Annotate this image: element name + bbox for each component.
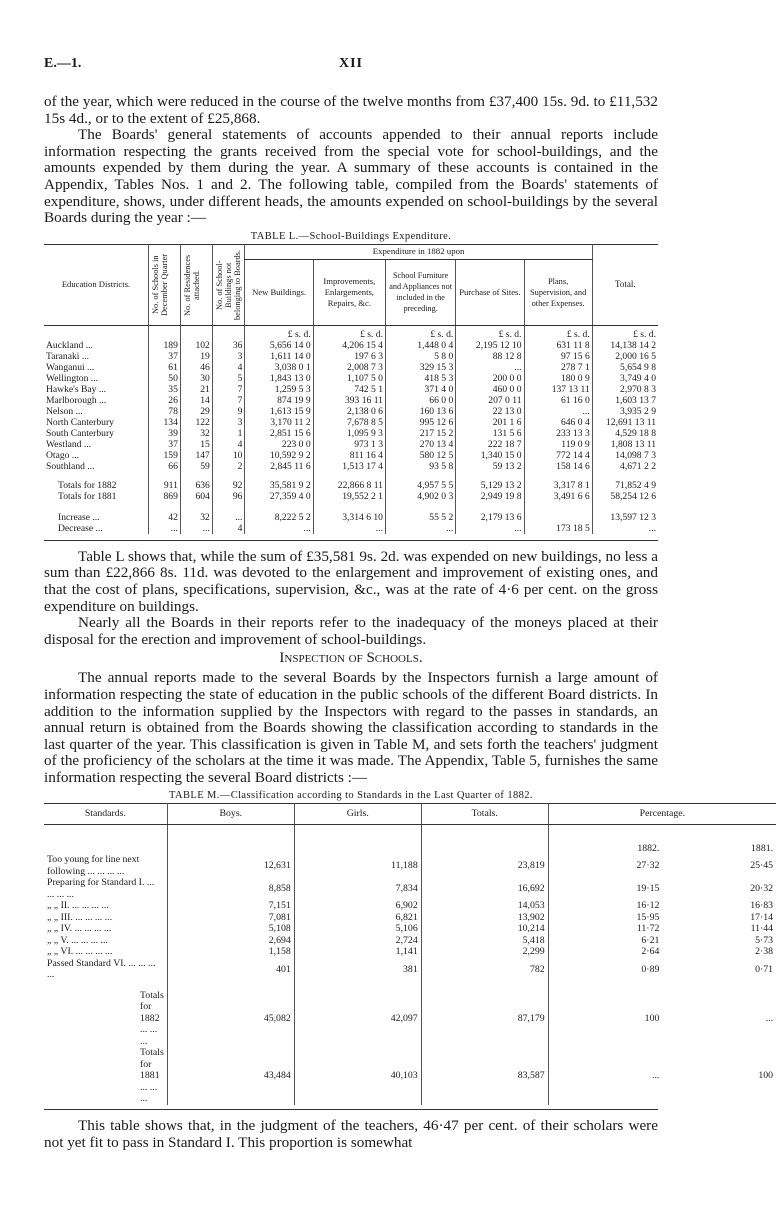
furniture-value: 4,957 5 5: [385, 472, 455, 491]
residences-count: 15: [180, 439, 212, 450]
improvements-value: 7,678 8 5: [313, 417, 385, 428]
district-name: Marlborough ...: [46, 394, 107, 406]
units-label: £ s. d.: [385, 325, 455, 340]
document-reference: E.—1.: [44, 56, 82, 71]
col-notbelong: No. of School-Buildings not belonging to Boards.: [214, 249, 242, 320]
furniture-value: 5 8 0: [385, 351, 455, 362]
plans-value: 158 14 6: [524, 461, 592, 472]
district-name: Auckland ...: [46, 339, 93, 351]
residences-count: 147: [180, 450, 212, 461]
sites-value: 22 13 0: [456, 406, 524, 417]
plans-value: 278 7 1: [524, 362, 592, 373]
girls-value: 11,188: [294, 854, 421, 877]
percent-1881: 25·45: [750, 860, 774, 872]
sites-value: 2,949 19 8: [456, 491, 524, 502]
standard-label: „ „ IV. ... ... ... ...: [47, 923, 112, 935]
schools-count: 911: [148, 472, 180, 491]
totals-value: 10,214: [421, 923, 548, 935]
improvements-value: 19,552 2 1: [313, 491, 385, 502]
paragraph-5: The annual reports made to the several Boards by the Inspectors furnish a large amount of information respecting the state of education in the public schools of the different Board districts. In addition to the information supplied by the Inspectors with regard to the passes in standards, an annual return is obtained from the Boards showing the classification according to standards in the last quarter of the year. This classification is given in Table M, and sets forth the teachers' judgment of the proficiency of the scholars at the time it was made. The Appendix, Table 5, furnishes the same information respecting the several Board districts :—: [44, 669, 658, 786]
units-label: £ s. d.: [456, 325, 524, 340]
new-buildings-value: 223 0 0: [245, 439, 313, 450]
sites-value: 131 5 6: [456, 428, 524, 439]
improvements-value: 197 6 3: [313, 351, 385, 362]
table-l-caption: TABLE L.—School-Buildings Expenditure.: [250, 230, 452, 242]
improvements-value: ...: [313, 523, 385, 534]
notbelong-count: 1: [212, 428, 245, 439]
sites-value: 460 0 0: [456, 384, 524, 395]
percent-1882: 27·32: [548, 854, 662, 877]
total-value: 58,254 12 6: [592, 491, 658, 502]
sites-value: 2,179 13 6: [456, 502, 524, 523]
improvements-value: 1,095 9 3: [313, 428, 385, 439]
schools-count: 42: [148, 502, 180, 523]
schools-count: 26: [148, 395, 180, 406]
district-name: Totals for 1882: [58, 479, 117, 491]
residences-count: 19: [180, 351, 212, 362]
standard-label: „ „ II. ... ... ... ...: [47, 900, 109, 912]
notbelong-count: 10: [212, 450, 245, 461]
paragraph-6: This table shows that, in the judgment of the teachers, 46·47 per cent. of their scholars were not yet fit to pass in Standard I. This proportion is somewhat: [44, 1116, 658, 1151]
district-name: Wanganui ...: [46, 361, 95, 373]
table-m-body: [44, 824, 776, 1105]
plans-value: [524, 502, 592, 523]
improvements-value: 4,206 15 4: [313, 340, 385, 351]
residences-count: 29: [180, 406, 212, 417]
residences-count: 32: [180, 502, 212, 523]
residences-count: 122: [180, 417, 212, 428]
improvements-value: 3,314 6 10: [313, 502, 385, 523]
units-row: [44, 325, 658, 340]
units-blank: [212, 325, 245, 340]
residences-count: 32: [180, 428, 212, 439]
schools-count: 159: [148, 450, 180, 461]
table-row: [44, 923, 776, 935]
percent-1882: 19·15: [548, 877, 662, 900]
table-row: [44, 373, 658, 384]
plans-value: 646 0 4: [524, 417, 592, 428]
units-label: £ s. d.: [245, 325, 313, 340]
percent-1881: 16·83: [750, 900, 774, 912]
standard-label: „ „ VI. ... ... ... ...: [47, 946, 113, 958]
sites-value: 59 13 2: [456, 461, 524, 472]
standard-label: Too young for line next following ... ... ... ...: [47, 854, 140, 877]
table-row: [44, 900, 776, 912]
new-buildings-value: 5,656 14 0: [245, 340, 313, 351]
furniture-value: 995 12 6: [385, 417, 455, 428]
new-buildings-value: 8,222 5 2: [245, 502, 313, 523]
furniture-value: 4,902 0 3: [385, 491, 455, 502]
plans-value: ...: [524, 406, 592, 417]
paragraph-2: The Boards' general statements of accounts appended to their annual reports include information respecting the grants received from the special vote for school-buildings, and the amounts expended by them during the year. A summary of these accounts is contained in the Appendix, Tables Nos. 1 and 2. The following table, compiled from the Boards' statements of expenditure, shows, under different heads, the amounts expended on school-buildings by the several Boards during the year :—: [44, 126, 658, 227]
sites-value: 88 12 8: [456, 351, 524, 362]
standard-label: Preparing for Standard I. ... ... ... ...: [47, 877, 155, 900]
table-row: [44, 958, 776, 981]
standard-label: „ „ III. ... ... ... ...: [47, 911, 113, 923]
plans-value: 772 14 4: [524, 450, 592, 461]
district-name: Westland ...: [46, 438, 92, 450]
girls-value: 6,902: [294, 900, 421, 912]
district-name: Southland ...: [46, 460, 95, 472]
girls-value: 6,821: [294, 912, 421, 924]
schools-count: 66: [148, 461, 180, 472]
plans-value: 631 11 8: [524, 340, 592, 351]
schools-count: 189: [148, 340, 180, 351]
col-new-buildings: New Buildings.: [245, 259, 313, 325]
improvements-value: 1,107 5 0: [313, 373, 385, 384]
percent-1881: 17·14: [750, 911, 774, 923]
table-m-rule: [44, 1105, 658, 1110]
col-plans: Plans, Supervision, and other Expenses.: [524, 259, 592, 325]
plans-value: 173 18 5: [524, 523, 592, 534]
new-buildings-value: 1,611 14 0: [245, 351, 313, 362]
sites-value: 207 0 11: [456, 395, 524, 406]
page-body: [44, 93, 774, 1151]
notbelong-count: 36: [212, 340, 245, 351]
percent-1881: ...: [765, 1012, 774, 1024]
col-girls: Girls.: [294, 804, 421, 825]
plans-value: 3,491 6 6: [524, 491, 592, 502]
boys-value: 8,858: [167, 877, 294, 900]
table-row: [44, 946, 776, 958]
district-name: Otago ...: [46, 449, 80, 461]
table-row: [44, 351, 658, 362]
table-row: [44, 935, 776, 947]
notbelong-count: 9: [212, 406, 245, 417]
new-buildings-value: 2,851 15 6: [245, 428, 313, 439]
improvements-value: 2,008 7 3: [313, 362, 385, 373]
improvements-value: 811 16 4: [313, 450, 385, 461]
units-blank: [180, 325, 212, 340]
boys-value: 401: [167, 958, 294, 981]
schools-count: 134: [148, 417, 180, 428]
notbelong-count: 7: [212, 384, 245, 395]
total-value: 12,691 13 11: [592, 417, 658, 428]
boys-value: 43,484: [167, 1047, 294, 1105]
new-buildings-value: 1,613 15 9: [245, 406, 313, 417]
total-value: 5,654 9 8: [592, 362, 658, 373]
notbelong-count: 96: [212, 491, 245, 502]
boys-value: 12,631: [167, 854, 294, 877]
improvements-value: 973 1 3: [313, 439, 385, 450]
col-standards: Standards.: [44, 804, 167, 825]
total-value: 3,749 4 0: [592, 373, 658, 384]
residences-count: 14: [180, 395, 212, 406]
total-value: 3,935 2 9: [592, 406, 658, 417]
units-blank: [148, 325, 180, 340]
table-row: [44, 428, 658, 439]
percent-1882: 100: [548, 981, 662, 1048]
totals-row: [44, 981, 776, 1048]
residences-count: 102: [180, 340, 212, 351]
schools-count: ...: [148, 523, 180, 534]
new-buildings-value: 1,843 13 0: [245, 373, 313, 384]
totals-value: 782: [421, 958, 548, 981]
col-district: Education Districts.: [44, 244, 148, 325]
totals-row: [44, 491, 658, 502]
boys-value: 45,082: [167, 981, 294, 1048]
boys-value: 5,108: [167, 923, 294, 935]
totals-value: 2,299: [421, 946, 548, 958]
improvements-value: 2,138 0 6: [313, 406, 385, 417]
notbelong-count: 4: [212, 439, 245, 450]
units-blank: [44, 325, 148, 340]
sites-value: ...: [456, 523, 524, 534]
totals-value: 13,902: [421, 912, 548, 924]
furniture-value: 217 15 2: [385, 428, 455, 439]
girls-value: 5,106: [294, 923, 421, 935]
boys-value: 1,158: [167, 946, 294, 958]
sites-value: 1,340 15 0: [456, 450, 524, 461]
totals-row: [44, 1047, 776, 1105]
new-buildings-value: 35,581 9 2: [245, 472, 313, 491]
percent-1881: 0·71: [755, 963, 774, 975]
notbelong-count: 2: [212, 461, 245, 472]
year-1881: 1881.: [751, 842, 774, 854]
furniture-value: 93 5 8: [385, 461, 455, 472]
schools-count: 37: [148, 351, 180, 362]
furniture-value: 66 0 0: [385, 395, 455, 406]
improvements-value: 1,513 17 4: [313, 461, 385, 472]
totals-value: 14,053: [421, 900, 548, 912]
table-l-body: [44, 325, 658, 534]
schools-count: 78: [148, 406, 180, 417]
schools-count: 39: [148, 428, 180, 439]
table-row: [44, 912, 776, 924]
plans-value: 180 0 9: [524, 373, 592, 384]
percent-1881: 11·44: [750, 923, 774, 935]
notbelong-count: 3: [212, 417, 245, 428]
schools-count: 869: [148, 491, 180, 502]
percent-1882: 6·21: [548, 935, 662, 947]
totals-value: 5,418: [421, 935, 548, 947]
units-label: £ s. d.: [524, 325, 592, 340]
total-value: 2,000 16 5: [592, 351, 658, 362]
col-totals: Totals.: [421, 804, 548, 825]
residences-count: ...: [180, 523, 212, 534]
totals-value: 87,179: [421, 981, 548, 1048]
table-row: [44, 450, 658, 461]
notbelong-count: ...: [212, 502, 245, 523]
table-row: [44, 417, 658, 428]
sites-value: 200 0 0: [456, 373, 524, 384]
furniture-value: 270 13 4: [385, 439, 455, 450]
sites-value: 2,195 12 10: [456, 340, 524, 351]
table-row: [44, 439, 658, 450]
new-buildings-value: 3,170 11 2: [245, 417, 313, 428]
units-label: £ s. d.: [313, 325, 385, 340]
table-l-rule: [44, 534, 658, 541]
increase-row: [44, 502, 658, 523]
district-name: Taranaki ...: [46, 350, 90, 362]
table-row: [44, 362, 658, 373]
total-value: 71,852 4 9: [592, 472, 658, 491]
girls-value: 1,141: [294, 946, 421, 958]
blank: [167, 824, 294, 854]
district-name: North Canterbury: [46, 416, 114, 428]
new-buildings-value: 874 19 9: [245, 395, 313, 406]
new-buildings-value: 10,592 9 2: [245, 450, 313, 461]
new-buildings-value: 2,845 11 6: [245, 461, 313, 472]
percent-1881: 5·73: [755, 934, 774, 946]
girls-value: 42,097: [294, 981, 421, 1048]
schools-count: 37: [148, 439, 180, 450]
total-value: 4,671 2 2: [592, 461, 658, 472]
total-value: 14,098 7 3: [592, 450, 658, 461]
col-boys: Boys.: [167, 804, 294, 825]
totals-row: [44, 472, 658, 491]
notbelong-count: 7: [212, 395, 245, 406]
girls-value: 40,103: [294, 1047, 421, 1105]
furniture-value: 418 5 3: [385, 373, 455, 384]
furniture-value: 55 5 2: [385, 502, 455, 523]
table-m: [44, 803, 776, 1105]
sites-value: 222 18 7: [456, 439, 524, 450]
total-value: 13,597 12 3: [592, 502, 658, 523]
standard-label: Totals for 1881 ... ... ...: [140, 1047, 164, 1105]
residences-count: 59: [180, 461, 212, 472]
percent-1882: 15·95: [548, 912, 662, 924]
total-value: 4,529 18 8: [592, 428, 658, 439]
page-number: XII: [338, 56, 363, 71]
table-m-caption: TABLE M.—Classification according to Standards in the Last Quarter of 1882.: [169, 790, 533, 802]
col-improvements: Improvements, Enlargements, Repairs, &c.: [313, 259, 385, 325]
total-value: 2,970 8 3: [592, 384, 658, 395]
new-buildings-value: 27,359 4 0: [245, 491, 313, 502]
new-buildings-value: 3,038 0 1: [245, 362, 313, 373]
totals-value: 16,692: [421, 877, 548, 900]
standard-label: „ „ V. ... ... ... ...: [47, 934, 108, 946]
paragraph-1: of the year, which were reduced in the course of the twelve months from £37,400 15s. 9d. to £11,532 15s 4d., or to the extent of £25,868.: [44, 93, 658, 127]
plans-value: 119 0 9: [524, 439, 592, 450]
plans-value: 97 15 6: [524, 351, 592, 362]
sites-value: ...: [456, 362, 524, 373]
col-residences: No. of Residences attached.: [182, 254, 201, 316]
district-name: South Canterbury: [46, 427, 114, 439]
total-value: 1,603 13 7: [592, 395, 658, 406]
year-1882: 1882.: [548, 824, 662, 854]
boys-value: 7,151: [167, 900, 294, 912]
percent-1881: 20·32: [750, 883, 774, 895]
table-row: [44, 877, 776, 900]
new-buildings-value: 1,259 5 3: [245, 384, 313, 395]
plans-value: 233 13 3: [524, 428, 592, 439]
district-name: Hawke's Bay ...: [46, 383, 107, 395]
col-percentage: Percentage.: [548, 804, 776, 825]
furniture-value: 371 4 0: [385, 384, 455, 395]
district-name: Totals for 1881: [58, 490, 117, 502]
district-name: Nelson ...: [46, 405, 83, 417]
district-name: Decrease ...: [58, 522, 103, 534]
notbelong-count: 5: [212, 373, 245, 384]
paragraph-3: Table L shows that, while the sum of £35,581 9s. 2d. was expended on new buildings, no less a sum than £22,866 8s. 11d. was devoted to the enlargement and improvement of existing ones, and that the cost of plans, specifications, supervision, &c., was at the rate of 4·6 per cent. on the gross expenditure on buildings.: [44, 547, 658, 615]
col-expenditure-group: Expenditure in 1882 upon: [245, 244, 592, 259]
page-header: [44, 56, 658, 76]
table-row: [44, 854, 776, 877]
residences-count: 21: [180, 384, 212, 395]
schools-count: 50: [148, 373, 180, 384]
totals-value: 23,819: [421, 854, 548, 877]
residences-count: 46: [180, 362, 212, 373]
standard-label: Passed Standard VI. ... ... ... ...: [47, 957, 156, 981]
percent-1882: 2·64: [548, 946, 662, 958]
table-row: [44, 384, 658, 395]
plans-value: 61 16 0: [524, 395, 592, 406]
table-l: [44, 244, 658, 534]
residences-count: 604: [180, 491, 212, 502]
girls-value: 381: [294, 958, 421, 981]
improvements-value: 22,866 8 11: [313, 472, 385, 491]
schools-count: 35: [148, 384, 180, 395]
col-furniture: School Furniture and Appliances not included in the preceding.: [385, 259, 455, 325]
table-row: [44, 461, 658, 472]
table-row: [44, 340, 658, 351]
col-total: Total.: [592, 244, 658, 325]
percent-1882: 11·72: [548, 923, 662, 935]
notbelong-count: 3: [212, 351, 245, 362]
furniture-value: 329 15 3: [385, 362, 455, 373]
schools-count: 61: [148, 362, 180, 373]
percent-1881: 100: [758, 1070, 774, 1082]
sites-value: 5,129 13 2: [456, 472, 524, 491]
col-schools: No. of Schools in December Quarter: [150, 253, 169, 316]
decrease-row: [44, 523, 658, 534]
girls-value: 7,834: [294, 877, 421, 900]
new-buildings-value: ...: [245, 523, 313, 534]
improvements-value: 393 16 11: [313, 395, 385, 406]
district-name: Increase ...: [58, 511, 100, 523]
percent-1881: 2·38: [755, 946, 774, 958]
notbelong-count: 4: [212, 362, 245, 373]
sites-value: 201 1 6: [456, 417, 524, 428]
boys-value: 7,081: [167, 912, 294, 924]
girls-value: 2,724: [294, 935, 421, 947]
section-title: Inspection of Schools.: [279, 650, 423, 667]
plans-value: 137 13 11: [524, 384, 592, 395]
col-sites: Purchase of Sites.: [456, 259, 524, 325]
paragraph-4: Nearly all the Boards in their reports refer to the inadequacy of the moneys placed at their disposal for the erection and improvement of school-buildings.: [44, 614, 658, 648]
year-row: [44, 824, 776, 854]
blank: [44, 824, 167, 854]
district-name: Wellington ...: [46, 372, 98, 384]
table-row: [44, 406, 658, 417]
improvements-value: 742 5 1: [313, 384, 385, 395]
boys-value: 2,694: [167, 935, 294, 947]
notbelong-count: 4: [212, 523, 245, 534]
total-value: ...: [592, 523, 658, 534]
plans-value: 3,317 8 1: [524, 472, 592, 491]
total-value: 14,138 14 2: [592, 340, 658, 351]
standard-label: Totals for 1882 ... ... ...: [140, 989, 164, 1047]
blank: [294, 824, 421, 854]
blank: [421, 824, 548, 854]
percent-1882: 16·12: [548, 900, 662, 912]
furniture-value: 160 13 6: [385, 406, 455, 417]
notbelong-count: 92: [212, 472, 245, 491]
furniture-value: 580 12 5: [385, 450, 455, 461]
percent-1882: 0·89: [548, 958, 662, 981]
residences-count: 30: [180, 373, 212, 384]
furniture-value: ...: [385, 523, 455, 534]
percent-1882: ...: [548, 1047, 662, 1105]
totals-value: 83,587: [421, 1047, 548, 1105]
units-label: £ s. d.: [592, 325, 658, 340]
furniture-value: 1,448 0 4: [385, 340, 455, 351]
residences-count: 636: [180, 472, 212, 491]
total-value: 1,808 13 11: [592, 439, 658, 450]
table-row: [44, 395, 658, 406]
